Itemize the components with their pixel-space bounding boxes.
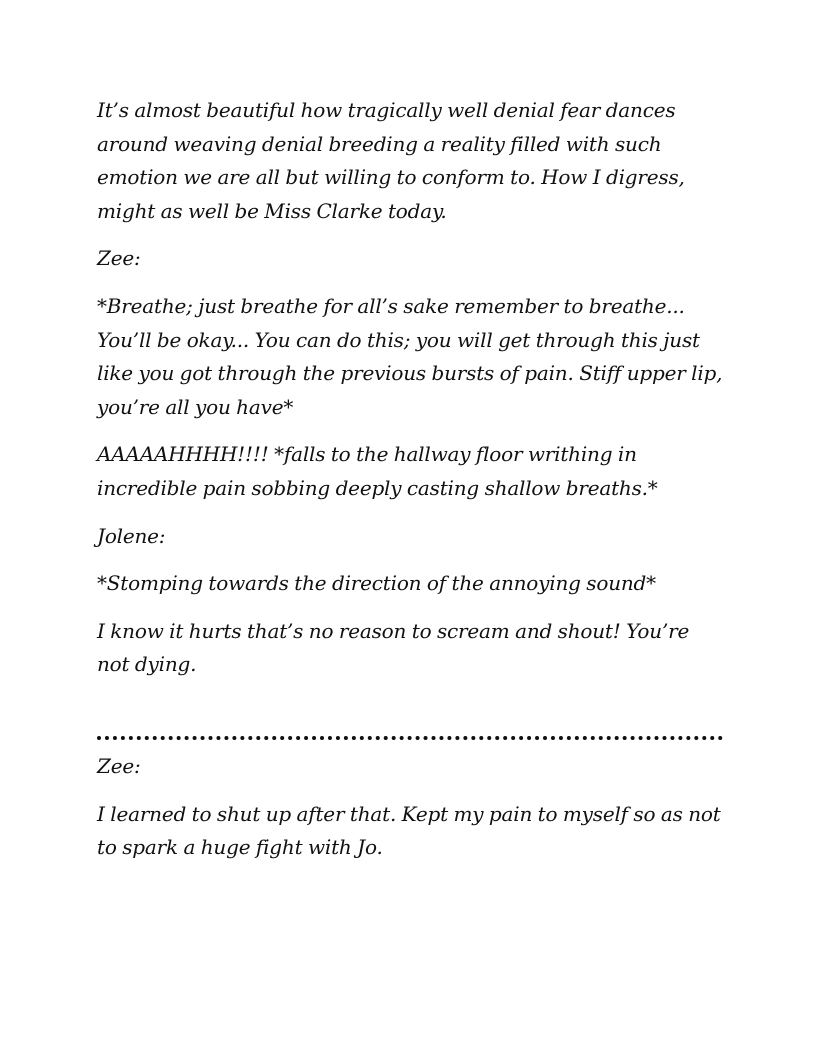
section-gap — [97, 696, 723, 736]
narration-paragraph: It’s almost beautiful how tragically well denial fear dances around weaving denial breeding a reality filled with such emotion we are all but willing to conform to. How I digress, might as well be Miss Clarke today. — [97, 98, 685, 223]
dialogue-paragraph: I know it hurts that’s no reason to scream and shout! You’re not dying. — [97, 618, 690, 677]
scream-paragraph: AAAAAHHHH!!!! *falls to the hallway floor writhing in incredible pain sobbing deeply casting shallow breaths.* — [97, 442, 658, 500]
speaker-label-zee: Zee: — [97, 246, 141, 271]
inner-thought-paragraph: *Breathe; just breathe for all’s sake remember to breathe... You’ll be okay... You can do this; you will get through this just like you got through the previous bursts of pain. Stiff upper lip, you’re all you have* — [97, 293, 723, 419]
speaker-label-zee-2: Zee: — [97, 753, 141, 778]
action-paragraph: *Stomping towards the direction of the annoying sound* — [97, 571, 656, 596]
document-page — [97, 94, 723, 879]
closing-paragraph: I learned to shut up after that. Kept my pain to myself so as not to spark a huge fight with Jo. — [97, 801, 721, 860]
speaker-label-jolene: Jolene: — [97, 523, 166, 548]
dotted-section-divider — [97, 736, 723, 740]
